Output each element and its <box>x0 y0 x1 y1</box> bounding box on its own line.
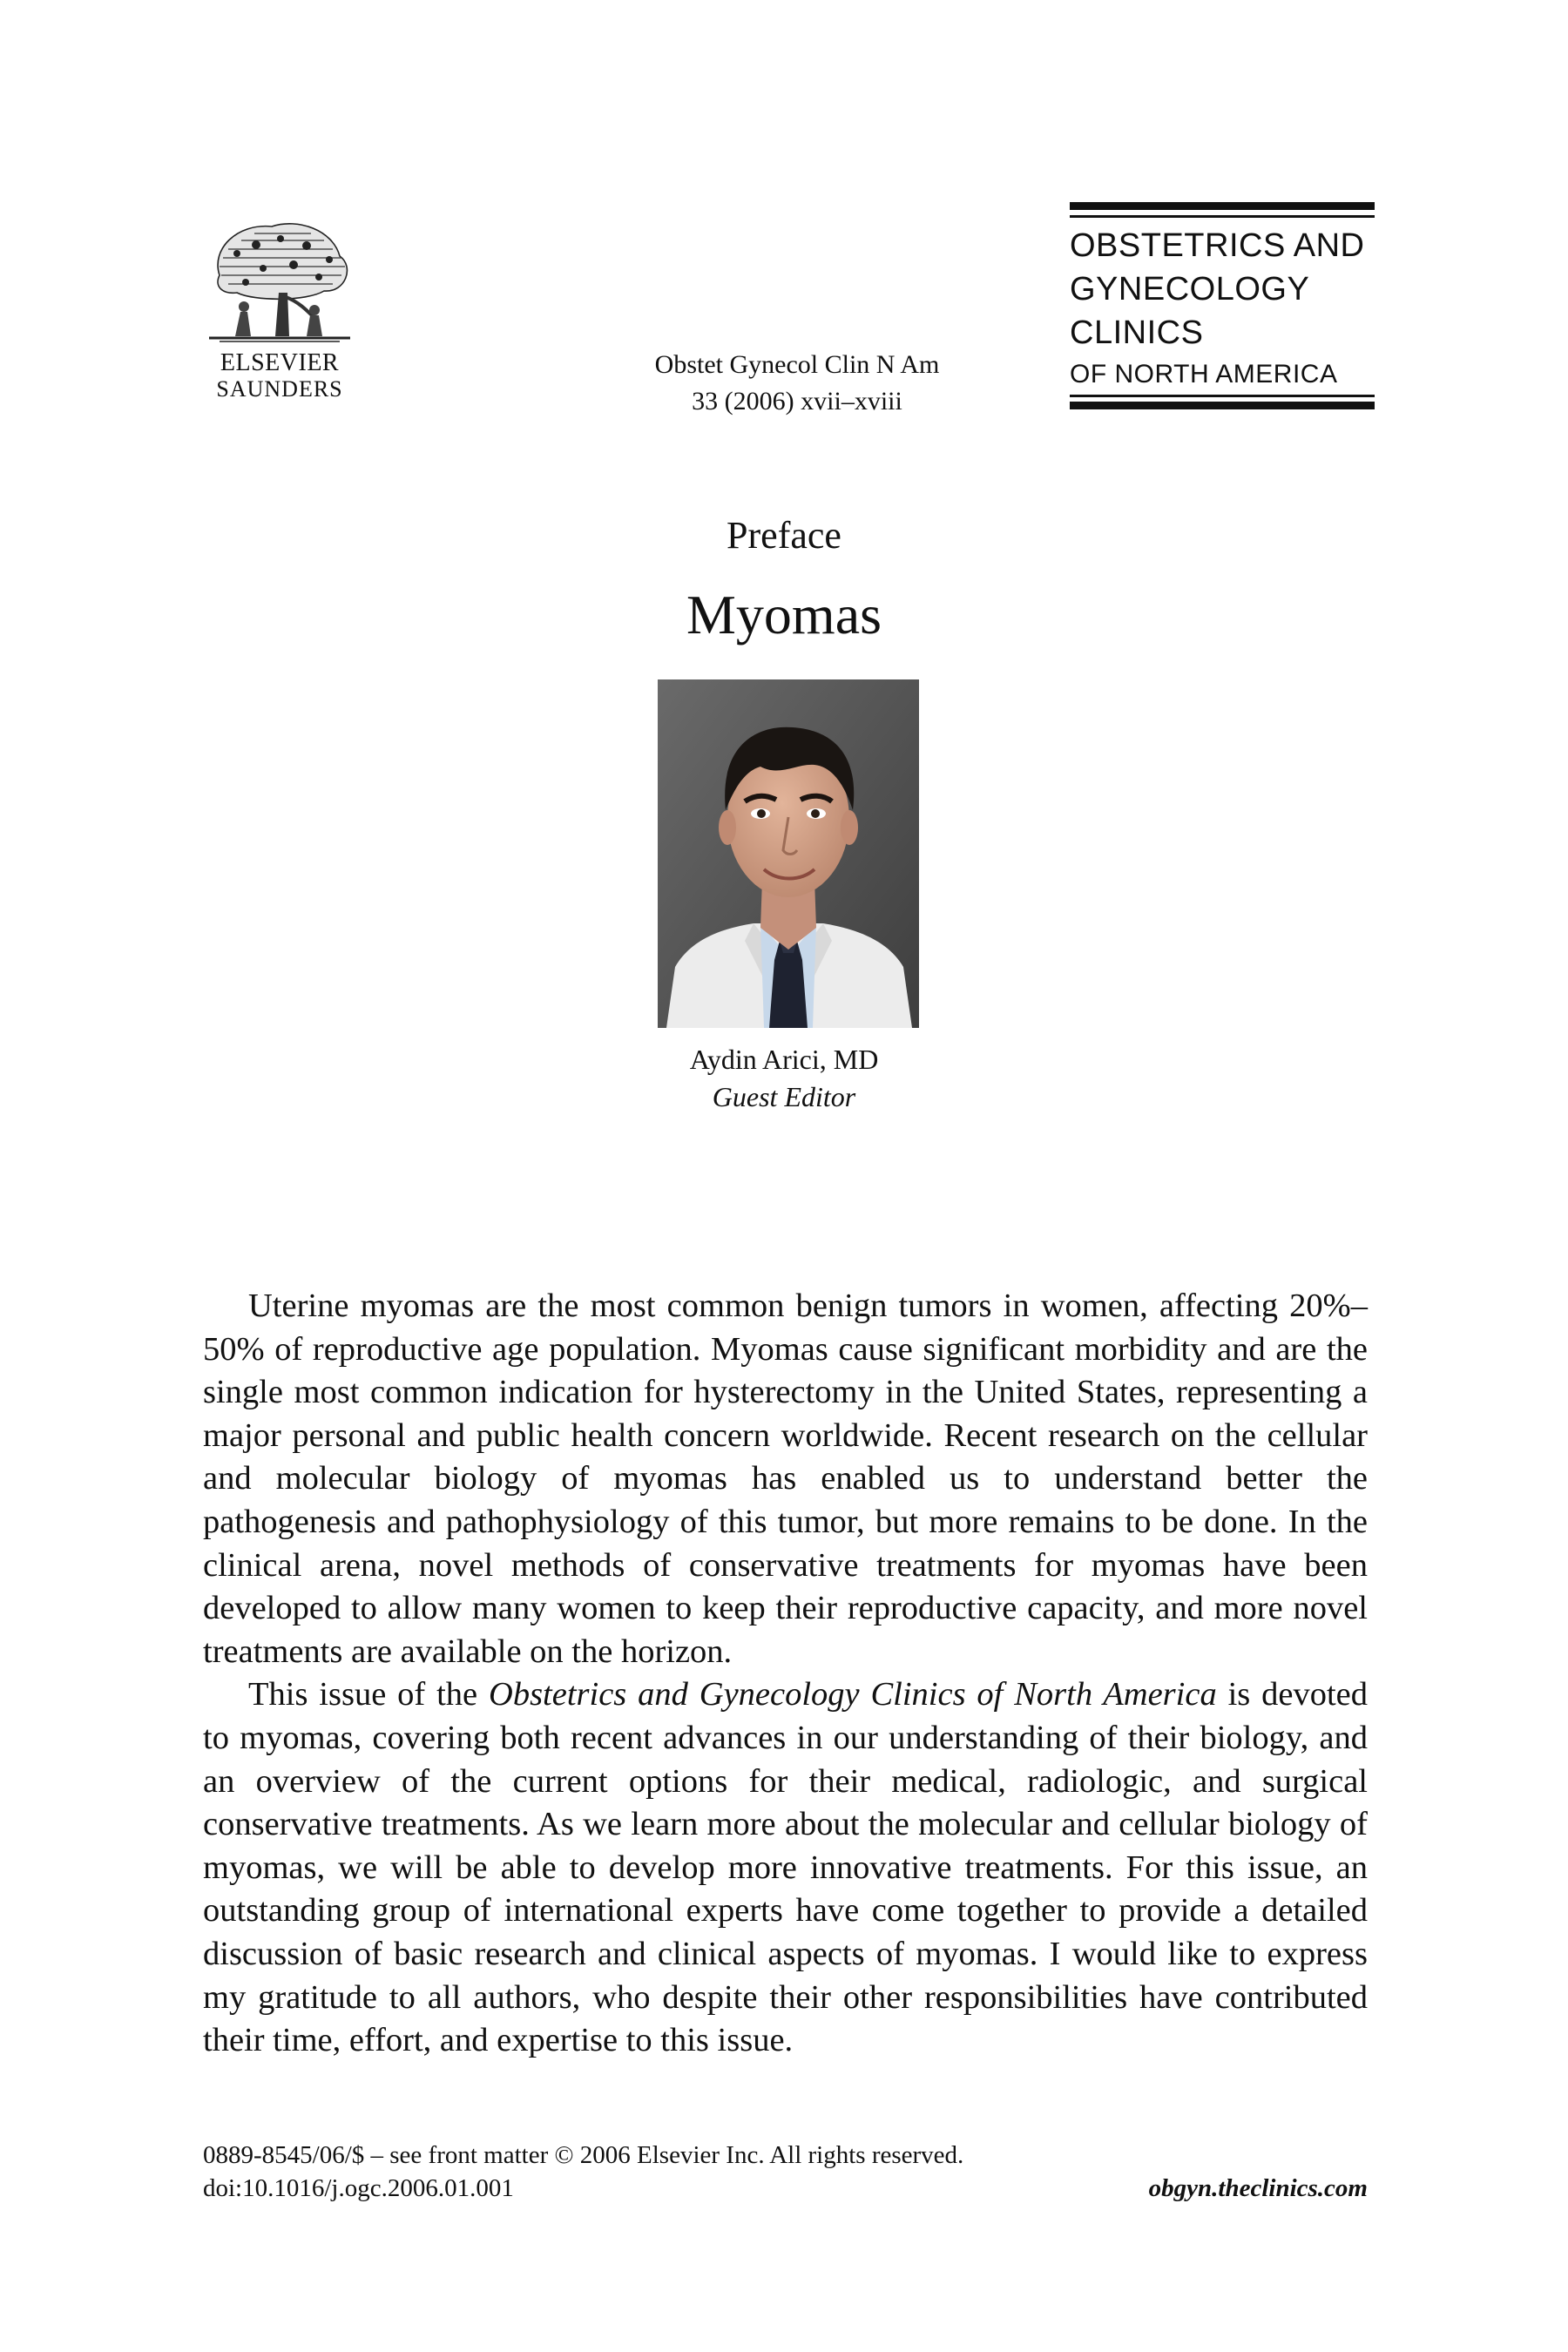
body-paragraph: Uterine myomas are the most common benign tumors in women, affecting 20%–50% of reproductive age population. Myomas cause significant morbidity and are the single most common indication for hysterectomy in the United States, representing a major personal and public health concern worldwide. Recent research on the cellular and molecular biology of myomas has enabled us to understand better the pathogenesis and pathophysiology of this tumor, but more remains to be done. In the clinical arena, novel methods of conservative treatments for myomas have been developed to allow many women to keep their reproductive capacity, and more novel treatments are available on the horizon. <box>203 1288 1368 1670</box>
publisher-imprint: SAUNDERS <box>216 376 343 402</box>
masthead-rule <box>1070 395 1375 397</box>
masthead-rule <box>1070 202 1375 210</box>
masthead-rule <box>1070 402 1375 409</box>
copyright-notice: 0889-8545/06/$ – see front matter © 2006 Elsevier Inc. All rights reserved. <box>203 2141 964 2169</box>
author-role: Guest Editor <box>712 1081 856 1112</box>
masthead-line: OF NORTH AMERICA <box>1070 360 1338 389</box>
citation-volume-pages: 33 (2006) xvii–xviii <box>692 387 902 416</box>
journal-name-italic: Obstetrics and Gynecology Clinics of North America <box>489 1676 1217 1713</box>
publisher-name: ELSEVIER <box>220 349 340 376</box>
article-title: Myomas <box>686 584 882 645</box>
journal-masthead <box>1070 202 1375 416</box>
page-footer <box>203 2139 1368 2205</box>
doi: doi:10.1016/j.ogc.2006.01.001 <box>203 2174 514 2202</box>
masthead-rule <box>1070 215 1375 218</box>
tree-engraving-icon <box>202 214 357 345</box>
journal-citation <box>601 347 993 420</box>
section-label: Preface <box>727 514 841 557</box>
publisher-logo <box>202 214 357 410</box>
author-name: Aydin Arici, MD <box>689 1044 879 1075</box>
citation-journal: Obstet Gynecol Clin N Am <box>654 350 940 379</box>
journal-website-link[interactable]: obgyn.theclinics.com <box>1148 2174 1368 2202</box>
author-photo <box>658 679 919 1028</box>
body-paragraph: This issue of the Obstetrics and Gynecology Clinics of North America is devoted to myomas, covering both recent advances in our understanding of their biology, and an overview of the current options for their medical, radiologic, and surgical conservative treatments. As we learn more about the molecular and cellular biology of myomas, we will be able to develop more innovative treatments. For this issue, an outstanding group of international experts have come together to provide a detailed discussion of basic research and clinical aspects of myomas. I would like to express my gratitude to all authors, who despite their other responsibilities have contributed their time, effort, and expertise to this issue. <box>203 1676 1368 2059</box>
masthead-line: CLINICS <box>1070 314 1204 351</box>
masthead-line: GYNECOLOGY <box>1070 271 1310 308</box>
article-body <box>203 1285 1368 2063</box>
masthead-line: OBSTETRICS AND <box>1070 227 1365 264</box>
